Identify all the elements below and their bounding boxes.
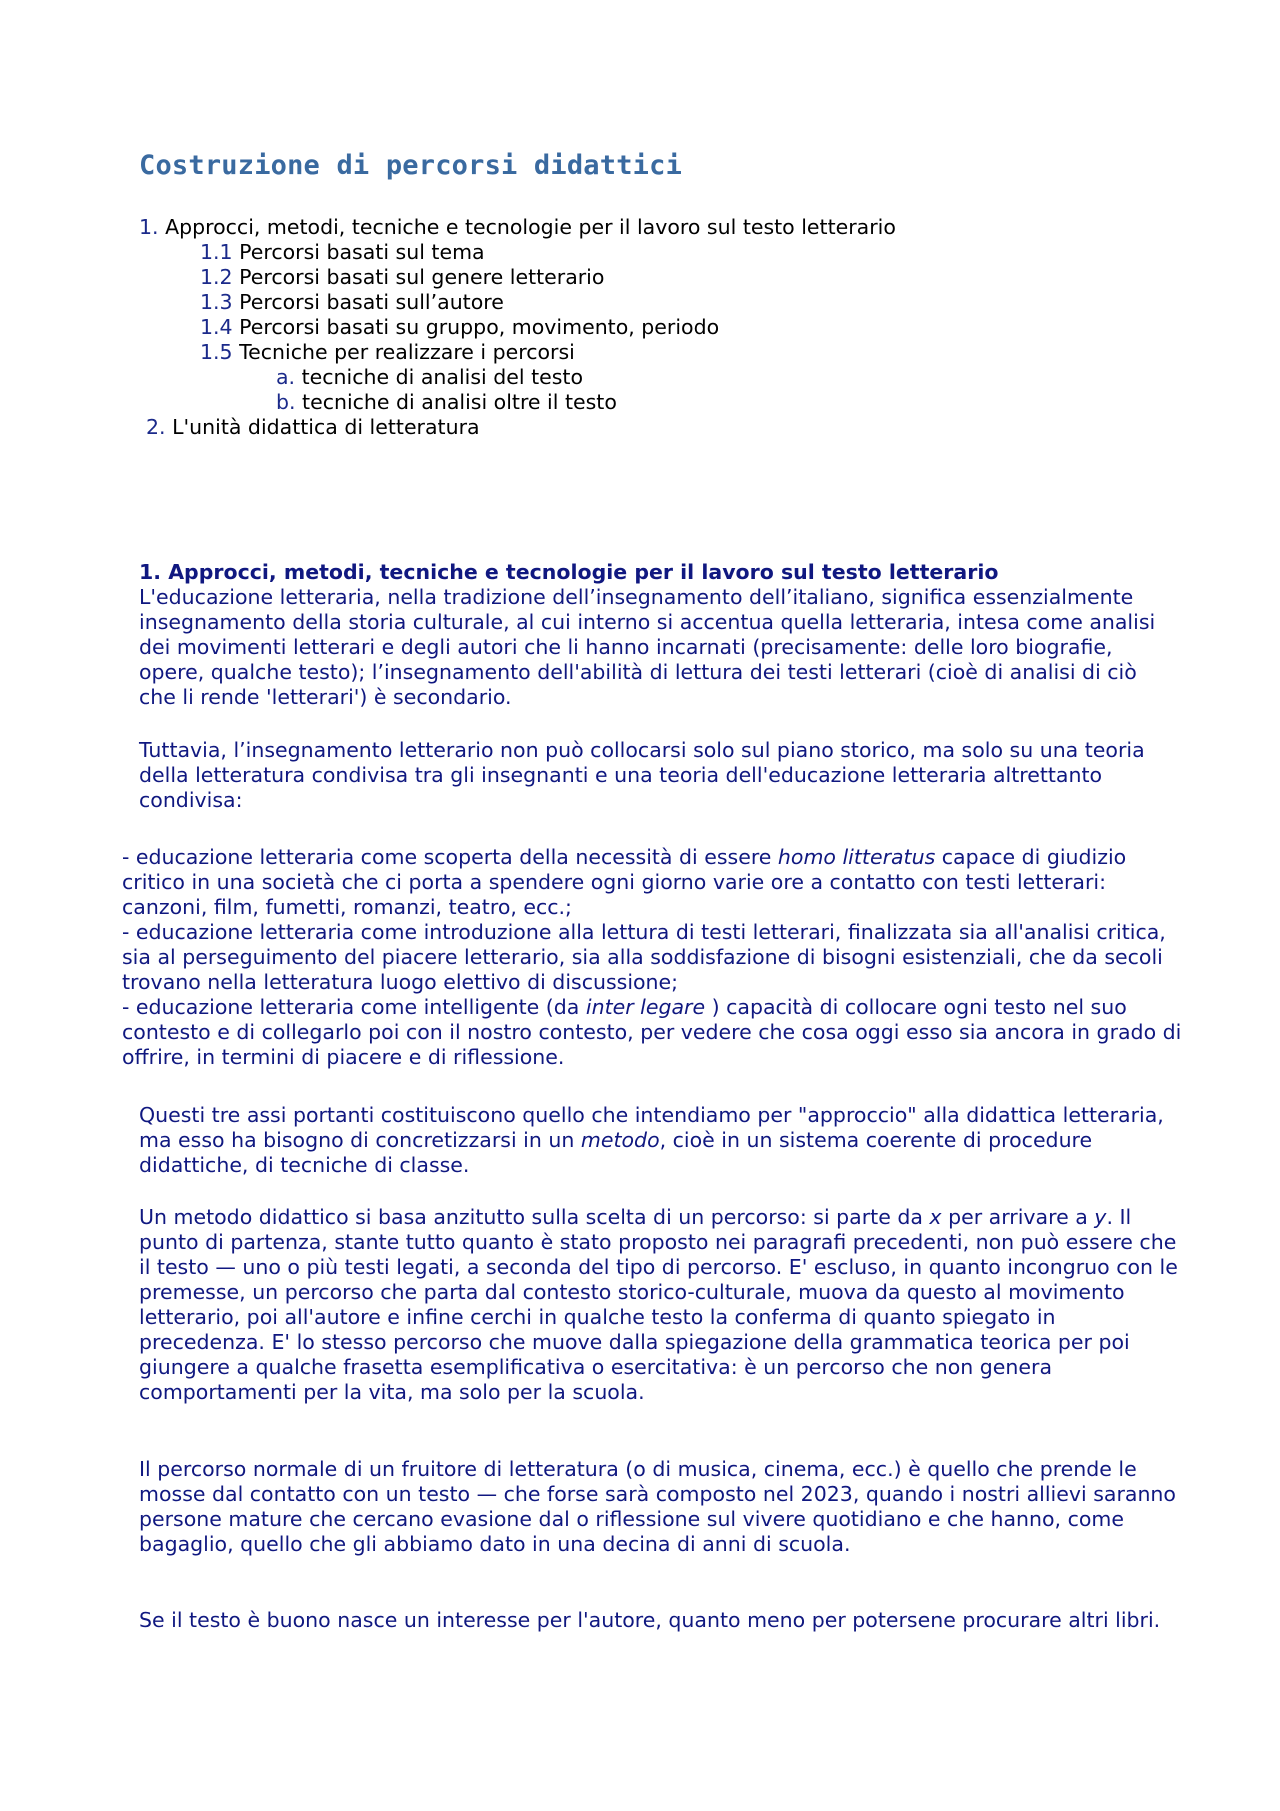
toc-item [276,365,583,390]
toc-item [276,390,617,415]
toc-text: L'unità didattica di letteratura [165,415,480,439]
bullet-item [122,845,1182,920]
toc-text: Percorsi basati sul tema [232,240,485,264]
paragraph: Se il testo è buono nasce un interesse per l'autore, quanto meno per potersene procurare altri libri. [139,1608,1161,1632]
text-run: - educazione letteraria come scoperta della necessità di essere [122,845,778,869]
text-run: - educazione letteraria come intelligente (da [122,995,586,1019]
italic-term: homo litteratus [777,845,936,869]
bullet-item [122,995,1182,1070]
text-run: . Il punto di partenza, stante tutto quanto è stato proposto nei paragrafi precedenti, non può essere che il testo — uno o più testi legati, a seconda del tipo di percorso. E' escluso, in quanto incongruo con le premesse, un percorso che parta dal contesto storico-culturale, muova da questo al movimento letterario, poi all'autore e infine cerchi in qualche testo la conferma di quanto spiegato in precedenza. E' lo stesso percorso che muove dalla spiegazione della grammatica teorica per poi giungere a qualche frasetta esemplificativa o esercitativa: è un percorso che non genera comportamenti per la vita, ma solo per la scuola. [139,1205,1178,1404]
toc-item [146,415,480,440]
toc-number: 1.2 [200,265,233,289]
bullet-item: - educazione letteraria come introduzione alla lettura di testi letterari, finalizzata sia all'analisi critica, sia al perseguimento del piacere letterario, sia alla soddisfazione di bisogni esistenziali, che da secoli trovano nella letteratura luogo elettivo di discussione; [122,920,1166,994]
toc-text: Percorsi basati sul genere letterario [232,265,605,289]
paragraph [139,1103,1179,1178]
toc-text: Percorsi basati su gruppo, movimento, periodo [232,315,720,339]
toc-item [200,265,604,290]
paragraph: Il percorso normale di un fruitore di letteratura (o di musica, cinema, ecc.) è quello che prende le mosse dal contatto con un testo — che forse sarà composto nel 2023, quando i nostri allievi saranno persone mature che cercano evasione dal o riflessione sul vivere quotidiano e che hanno, come bagaglio, quello che gli abbiamo dato in una decina di anni di scuola. [139,1457,1176,1556]
toc-item [139,215,896,240]
paragraph: L'educazione letteraria, nella tradizione dell’insegnamento dell’italiano, significa essenzialmente insegnamento della storia culturale, al cui interno si accentua quella letteraria, intesa come analisi dei movimenti letterari e degli autori che li hanno incarnati (precisamente: delle loro biografie, opere, qualche testo); l’insegnamento dell'abilità di lettura dei testi letterari (cioè di analisi di ciò che li rende 'letterari') è secondario. [139,585,1156,709]
toc-number: 2. [146,415,166,439]
toc-number: 1.5 [200,340,233,364]
toc-text: tecniche di analisi oltre il testo [295,390,617,414]
paragraph [139,1205,1179,1405]
toc-text: Tecniche per realizzare i percorsi [232,340,575,364]
toc-item [200,240,485,265]
italic-term: x [929,1205,942,1229]
text-run: per arrivare a [941,1205,1095,1229]
italic-term: inter legare [585,995,706,1019]
italic-term: y [1094,1205,1107,1229]
toc-number: 1.4 [200,315,233,339]
toc-number: 1. [139,215,159,239]
text-run: capace di giudizio critico in una società che ci porta a spendere ogni giorno varie ore a contatto con testi letterari: canzoni, film, fumetti, romanzi, teatro, ecc.; [122,845,1127,919]
toc-number: 1.1 [200,240,233,264]
text-run: Un metodo didattico si basa anzitutto sulla scelta di un percorso: si parte da [139,1205,930,1229]
toc-item [200,340,575,365]
page-title: Costruzione di percorsi didattici [139,150,683,181]
italic-term: metodo [580,1128,660,1152]
section-heading: 1. Approcci, metodi, tecniche e tecnologie per il lavoro sul testo letterario [139,560,999,584]
text-run: Questi tre assi portanti costituiscono quello che intendiamo per "approccio" alla didattica letteraria, ma esso ha bisogno di concretizzarsi in un [139,1103,1164,1152]
toc-item [200,290,504,315]
toc-number: 1.3 [200,290,233,314]
toc-number: a. [276,365,296,389]
text-run: ) capacità di collocare ogni testo nel suo contesto e di collegarlo poi con il nostro contesto, per vedere che cosa oggi esso sia ancora in grado di offrire, in termini di piacere e di riflessione. [122,995,1182,1069]
toc-number: b. [276,390,296,414]
toc-text: tecniche di analisi del testo [295,365,583,389]
toc-text: Approcci, metodi, tecniche e tecnologie per il lavoro sul testo letterario [158,215,896,239]
toc-item [200,315,719,340]
toc-text: Percorsi basati sull’autore [232,290,504,314]
paragraph: Tuttavia, l’insegnamento letterario non può collocarsi solo sul piano storico, ma solo su una teoria della letteratura condivisa tra gli insegnanti e una teoria dell'educazione letteraria altrettanto condivisa: [139,738,1145,812]
text-run: , cioè in un sistema coerente di procedure didattiche, di tecniche di classe. [139,1128,1093,1177]
